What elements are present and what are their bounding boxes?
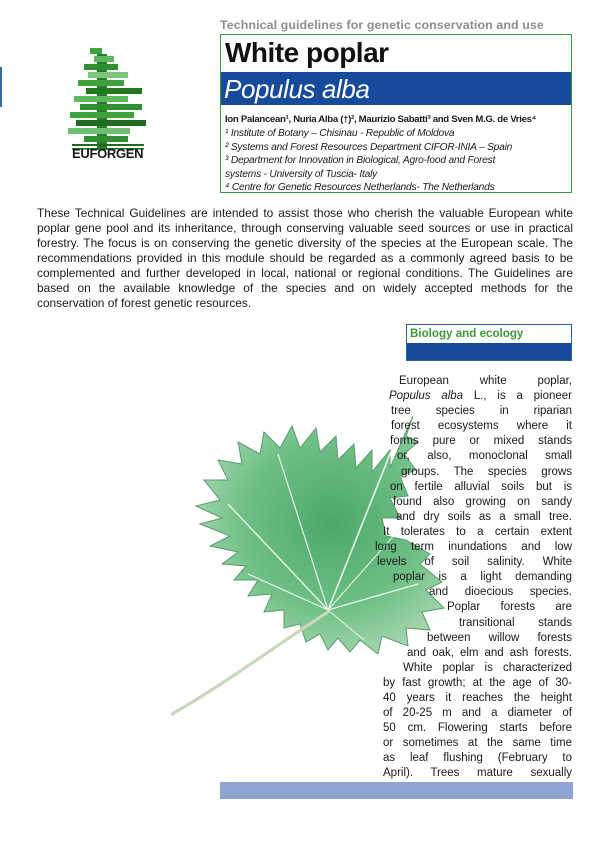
biology-ecology-text: [317, 374, 572, 782]
text-line: forms pure or mixed stands: [390, 435, 572, 448]
euforgen-tree-logo: [66, 34, 150, 164]
text-line: on fertile alluvial soils but is: [390, 480, 572, 493]
affiliation-line: systems - University of Tuscia- Italy: [225, 168, 378, 180]
affiliation-line: ² Systems and Forest Resources Department CIFOR-INIA – Spain: [225, 141, 513, 153]
text-line: Populus alba L., is a pioneer: [389, 390, 572, 403]
text-line: poplar is a light demanding: [393, 571, 572, 584]
footer-color-bar: [220, 782, 573, 799]
affiliation-line: ³ Department for Innovation in Biological, Agro-food and Forest: [225, 155, 496, 167]
section-title: Biology and ecology: [410, 327, 524, 340]
text-line: tree species in riparian: [391, 405, 572, 418]
text-line: by fast growth; at the age of 30-: [383, 676, 572, 689]
text-line: groups. The species grows: [401, 465, 572, 478]
text-line: as leaf flushing (February to: [383, 752, 572, 765]
text-line: and oak, elm and ash forests.: [407, 646, 572, 659]
page-title: White poplar: [225, 37, 389, 68]
euforgen-logo-text: EUFORGEN: [72, 146, 144, 161]
text-line: and dioecious species.: [429, 586, 572, 599]
text-line: It tolerates to a certain extent: [383, 525, 572, 538]
text-line: 40 years it reaches the height: [383, 691, 572, 704]
section-heading-bar: [407, 343, 571, 360]
text-line: levels of soil salinity. White: [377, 556, 572, 569]
title-box: [220, 34, 572, 193]
text-line: or, also, monoclonal small: [397, 450, 572, 463]
text-line: White poplar is characterized: [403, 661, 572, 674]
latin-name-bar: [221, 72, 571, 105]
text-line: of 20-25 m and a diameter of: [383, 707, 572, 720]
text-line: European white poplar,: [399, 375, 572, 387]
authors: Ion Palancean¹, Nuria Alba (†)², Maurizio Sabatti³ and Sven M.G. de Vries⁴: [225, 114, 537, 125]
text-line: Poplar forests are: [447, 601, 572, 614]
text-line: transitional stands: [459, 616, 572, 629]
text-line: or sometimes at the same time: [383, 737, 572, 750]
text-line: long term inundations and low: [375, 541, 572, 554]
affiliation-line: ¹ Institute of Botany – Chisinau - Republic of Moldova: [225, 128, 455, 139]
text-line: found also growing on sandy: [393, 495, 572, 508]
text-line: and dry soils as a small tree.: [396, 510, 572, 523]
text-line: forest ecosystems where it: [391, 420, 572, 433]
intro-paragraph: These Technical Guidelines are intended to assist those who cherish the valuable European white poplar gene pool and its inheritance, through conserving valuable seed sources or use in practical forestry. The focus is on conserving the genetic diversity of the species at the European scale. The recommendations provided in this module should be regarded as a commonly agreed basis to be complemented and further developed in local, national or regional conditions. The Guidelines are based on the available knowledge of the species and on widely accepted methods for the conservation of forest genetic resources.: [37, 206, 573, 310]
section-heading-box: [406, 324, 572, 361]
left-margin-rule: [0, 67, 2, 107]
latin-name: Populus alba: [224, 74, 370, 104]
text-line: April). Trees mature sexually: [383, 767, 572, 780]
affiliations: [225, 127, 567, 195]
text-line: 50 cm. Flowering starts before: [383, 722, 572, 735]
series-title: Technical guidelines for genetic conservation and use: [220, 18, 544, 32]
species-name-italic: Populus alba: [389, 390, 464, 403]
text-line: between willow forests: [427, 631, 572, 644]
affiliation-line: ⁴ Centre for Genetic Resources Netherlands- The Netherlands: [225, 182, 495, 194]
